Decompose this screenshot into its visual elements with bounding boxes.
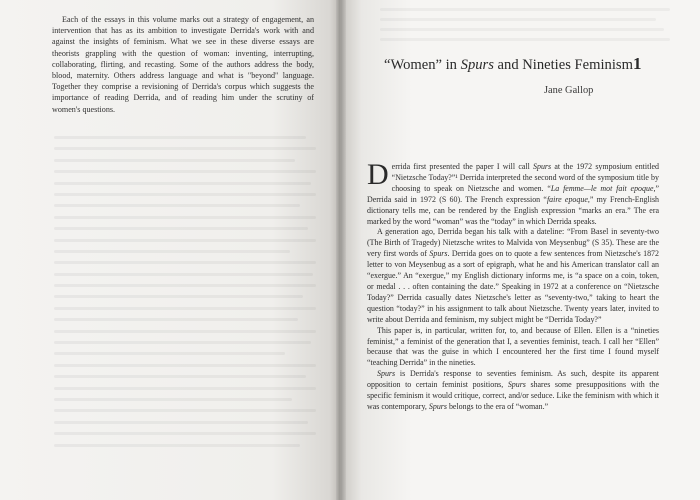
- paragraph-2: [367, 227, 659, 325]
- p2-text-a: A generation ago, Derrida began his talk with a dateline: “From Basel in seventy-two (The Birth of Tragedy) Nietzsche writes to Malvida von Meysenbug” (S 35). These are the very first words of: [367, 227, 659, 259]
- p4-text-d: shares some presuppositions with the specific feminism it would critique, correct, and/or seduce. Like the feminism with which it was contemporary,: [367, 380, 659, 411]
- p4-text-f: belongs to the era of “woman.”: [446, 401, 549, 411]
- p4-italic-e: Spurs: [428, 401, 447, 411]
- chapter-title-post: and Nineties Feminism: [493, 57, 633, 73]
- show-through-right: [380, 8, 670, 48]
- p1-italic-b: Spurs: [533, 162, 552, 171]
- p1-italic-d: La femme—le mot fait epoque: [550, 183, 654, 193]
- p4-italic-c: Spurs: [507, 380, 526, 390]
- p1-text-a: errida first presented the paper I will call: [391, 162, 534, 171]
- p2-italic-b: Spurs: [429, 249, 448, 259]
- show-through-left: [54, 136, 316, 455]
- p2-text-c: . Derrida goes on to quote a few sentences from Nietzsche's 1872 letter to von Meysenbug as a sort of epigraph, what he and his American translator call an “exergue.” An “exergue,” my English dictionary informs me, is “a space on a coin, token, or medal . . . often containing the date.” Speaking in 1972 at a conference on “Nietzsche Today?” Derrida casually dates Nietzsche's letter as “seventy-two,” taking to heart the question “today?” in his assignment to talk about Nietzsche. Twenty years later, invited to write about Derrida and feminism, my subject might be “Derrida Today?”: [367, 249, 659, 324]
- chapter-number: 1: [633, 54, 642, 73]
- intro-paragraph: Each of the essays in this volume marks out a strategy of engagement, an intervention that has as its ambition to investigate Derrida's work with and against the insights of feminism. What we see in these diverse essays are theorists grappling with the question of woman: inventing, interrupting, collaborating, flirting, and recasting. Some of the authors address the body, blood, maternity. Others address language and what is "beyond" language. Together they comprise a revisioning of Derrida's corpus which suggests the importance of reading Derrida, and of reading him under the scrutiny of women's questions.: [52, 15, 314, 114]
- p4-text-b: is Derrida's response to seventies feminism. As such, despite its apparent opposition to certain feminist positions,: [367, 369, 659, 390]
- book-gutter: [336, 0, 346, 500]
- paragraph-4: [367, 369, 659, 413]
- left-page: [0, 0, 340, 500]
- p1-italic-f: faire epoque: [546, 194, 588, 204]
- drop-cap: D: [367, 158, 389, 191]
- chapter-title-pre: “Women” in: [384, 57, 461, 73]
- chapter-title-italic: Spurs: [460, 57, 494, 73]
- intro-text: [52, 14, 314, 115]
- paragraph-3: This paper is, in particular, written for, to, and because of Ellen. Ellen is a “nineties feminist,” a feminist of the generation that I, a seventies feminist, teach. I call her “Ellen” because that was the guise in which I encountered her the first time I found myself “teaching Derrida” in the nineties.: [367, 325, 659, 368]
- chapter-title: [384, 57, 633, 74]
- p1-text-e: ,” Derrida said in 1972 (S 60). The French expression “: [367, 183, 659, 204]
- right-page: [340, 0, 700, 500]
- chapter-body: [367, 158, 659, 413]
- author-name: Jane Gallop: [544, 85, 594, 96]
- p4-italic-a: Spurs: [377, 369, 396, 379]
- p1-text-c: at the 1972 symposium entitled “Nietzsche Today?”¹ Derrida interpreted the second word of the symposium title by choosing to speak on Nietzsche and women. “: [391, 162, 659, 193]
- paragraph-1: [367, 158, 659, 227]
- p1-text-g: ,” my French-English dictionary tells me, can be rendered by the English expression “marks an era.” The era marked by the word “woman” was the “today” in which Derrida speaks.: [367, 194, 659, 226]
